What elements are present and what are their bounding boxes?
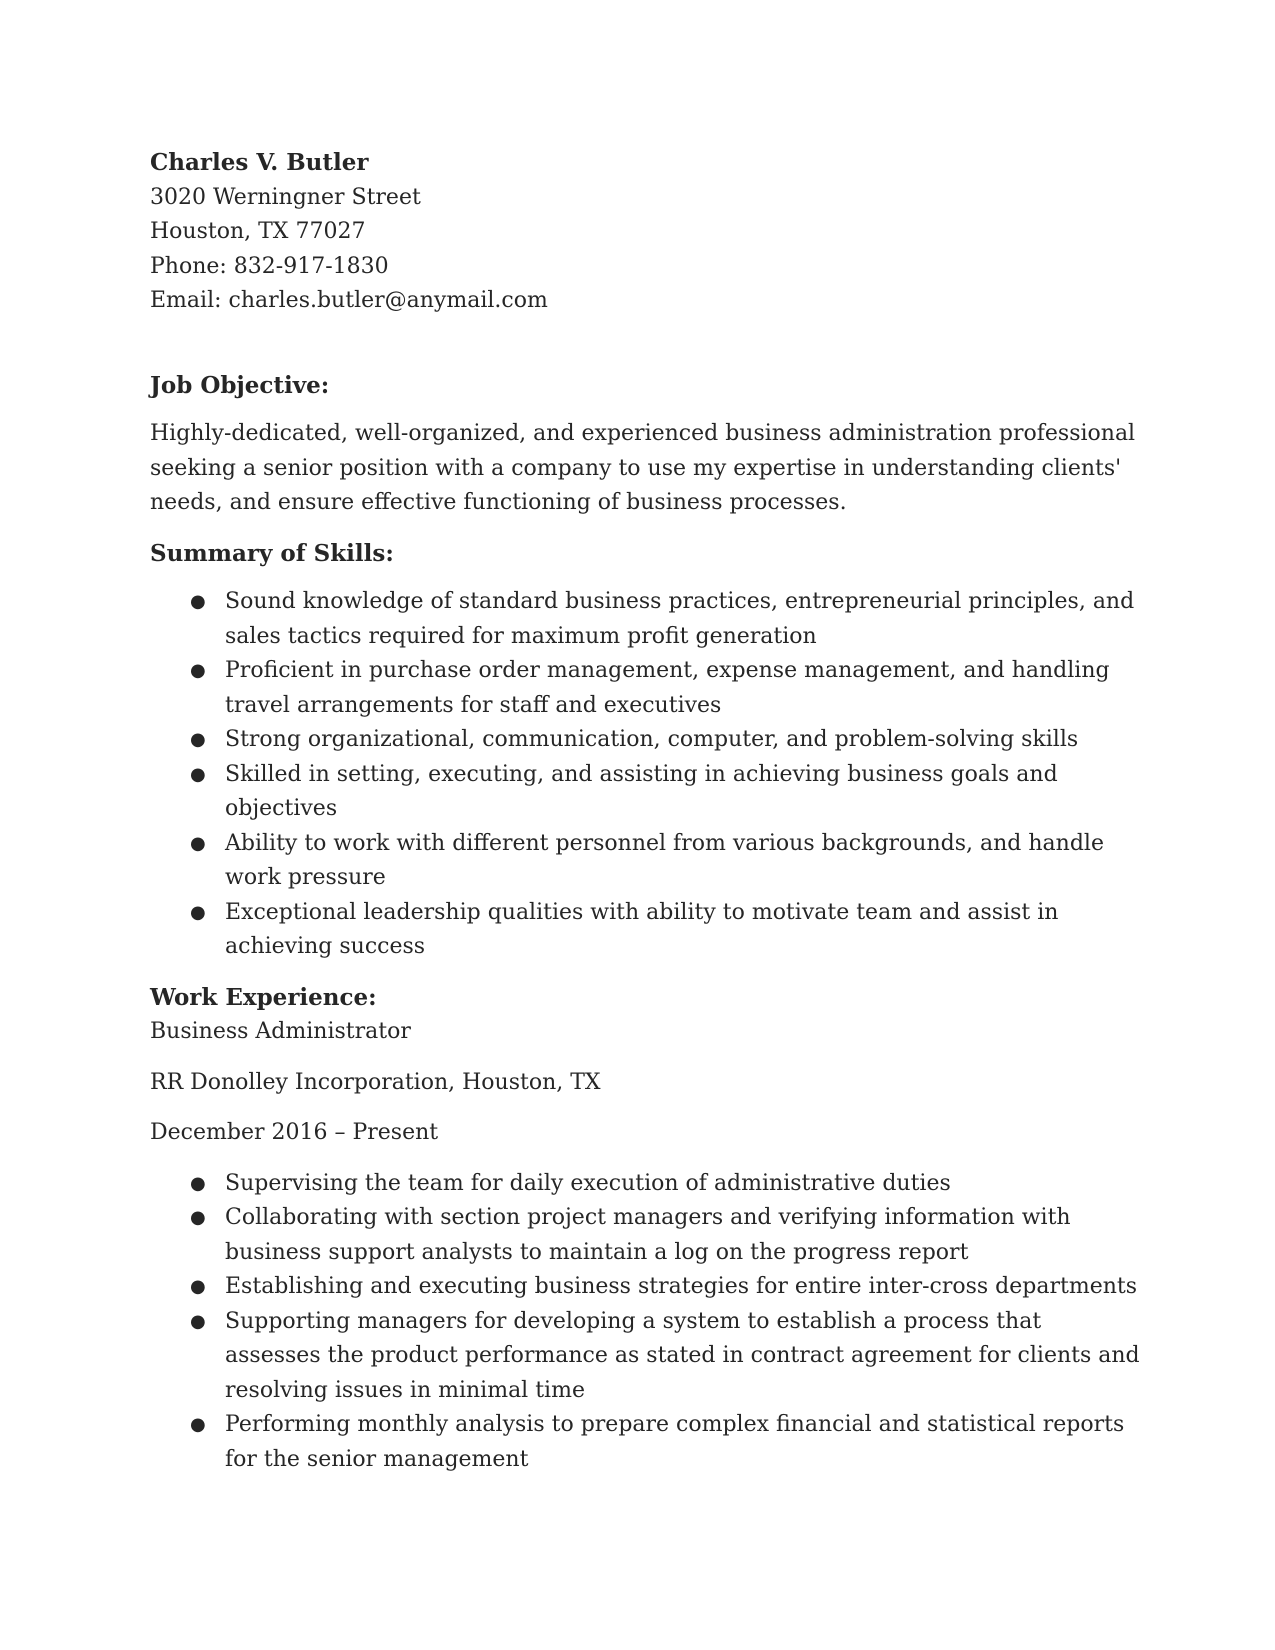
duty-text: Performing monthly analysis to prepare complex financial and statistical reports for the senior management <box>225 1412 1125 1472</box>
skills-heading: Summary of Skills: <box>150 539 394 567</box>
list-item <box>150 723 1140 758</box>
skill-text: Ability to work with different personnel from various backgrounds, and handle work pressure <box>225 830 1104 890</box>
contact-phone: Phone: 832-917-1830 <box>150 253 389 279</box>
list-item <box>150 654 1140 723</box>
contact-name: Charles V. Butler <box>150 149 369 176</box>
list-item <box>150 1167 1140 1202</box>
job-title: Business Administrator <box>150 1019 411 1044</box>
duty-text: Supervising the team for daily execution of administrative duties <box>225 1170 951 1196</box>
skill-text: Exceptional leadership qualities with ability to motivate team and assist in achieving success <box>225 899 1059 959</box>
skill-text: Skilled in setting, executing, and assisting in achieving business goals and objectives <box>225 761 1058 821</box>
skills-list <box>150 585 1140 965</box>
objective-section <box>150 369 1140 521</box>
duties-list <box>150 1167 1140 1478</box>
job-dates: December 2016 – Present <box>150 1120 439 1145</box>
bullet-icon: ● <box>190 763 206 785</box>
bullet-icon: ● <box>190 729 206 750</box>
bullet-icon: ● <box>190 1172 206 1194</box>
bullet-icon: ● <box>190 1414 206 1435</box>
experience-section <box>150 981 1140 1478</box>
bullet-icon: ● <box>190 591 206 612</box>
objective-text: Highly-dedicated, well-organized, and experienced business administration professional seeking a senior position with a company to use my expertise in understanding clients' needs, and ensure effective functioning of business processes. <box>150 421 1136 515</box>
skills-section <box>150 537 1140 965</box>
list-item <box>150 1270 1140 1305</box>
duty-text: Supporting managers for developing a system to establish a process that assesses the product performance as stated in contract agreement for clients and resolving issues in minimal time <box>225 1308 1140 1403</box>
list-item <box>150 585 1140 654</box>
list-item <box>150 758 1140 827</box>
list-item <box>150 896 1140 965</box>
list-item <box>150 1305 1140 1409</box>
list-item <box>150 1408 1140 1477</box>
contact-street: 3020 Werningner Street <box>150 184 421 210</box>
bullet-icon: ● <box>190 1276 206 1297</box>
bullet-icon: ● <box>190 660 206 681</box>
skill-text: Strong organizational, communication, computer, and problem-solving skills <box>225 727 1079 752</box>
contact-email: Email: charles.butler@anymail.com <box>150 288 548 313</box>
contact-block <box>150 146 1140 319</box>
skill-text: Sound knowledge of standard business practices, entrepreneurial principles, and sales tactics required for maximum profit generation <box>225 589 1135 649</box>
duty-text: Establishing and executing business strategies for entire inter-cross departments <box>225 1274 1138 1299</box>
skill-text: Proficient in purchase order management, expense management, and handling travel arrangements for staff and executives <box>225 658 1110 718</box>
bullet-icon: ● <box>190 1310 206 1332</box>
resume-content <box>150 146 1140 1477</box>
list-item <box>150 1201 1140 1270</box>
list-item <box>150 827 1140 896</box>
bullet-icon: ● <box>190 1207 206 1228</box>
objective-heading: Job Objective: <box>150 371 330 399</box>
bullet-icon: ● <box>190 832 206 854</box>
experience-heading: Work Experience: <box>150 983 377 1011</box>
duty-text: Collaborating with section project managers and verifying information with business support analysts to maintain a log on the progress report <box>225 1205 1071 1265</box>
contact-city: Houston, TX 77027 <box>150 219 366 244</box>
company-name: RR Donolley Incorporation, Houston, TX <box>150 1069 601 1095</box>
bullet-icon: ● <box>190 901 206 923</box>
